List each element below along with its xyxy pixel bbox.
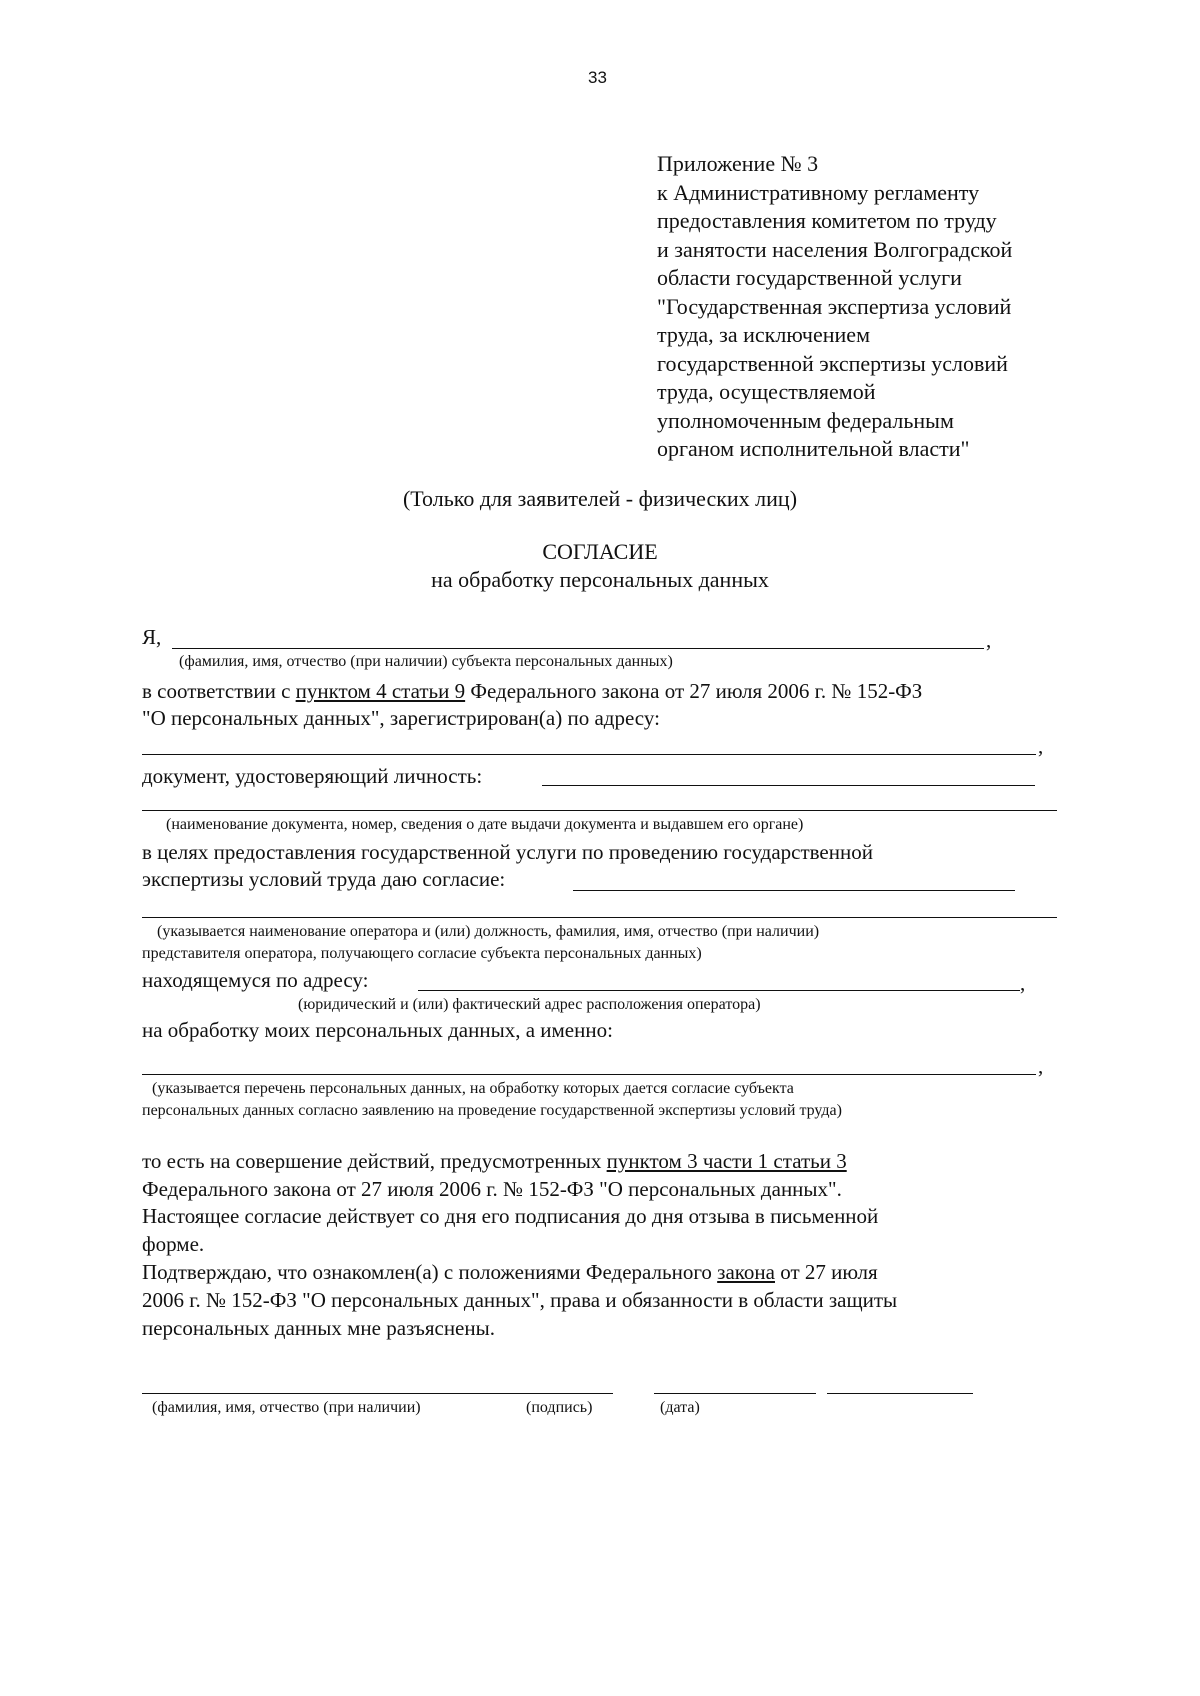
data-list-caption: персональных данных согласно заявлению на проведение государственной экспертизы условий труда) [142,1102,842,1119]
appendix-line: труда, осуществляемой [657,379,876,404]
comma: , [986,628,992,652]
signature-fio-caption: (фамилия, имя, отчество (при наличии) [152,1399,421,1416]
id-document-field-line-2[interactable] [142,810,1057,811]
confirm-line-3: персональных данных мне разъяснены. [142,1316,495,1340]
appendix-line: "Государственная экспертиза условий [657,293,1012,319]
data-list-field-line[interactable] [142,1074,1036,1075]
registered-at: "О персональных данных", зарегистрирован(а) по адресу: [142,706,660,730]
appendix-line: и занятости населения Волгоградской [657,236,1013,262]
confirm-line [142,1259,878,1286]
confirm-link[interactable]: закона [717,1260,775,1284]
signature-caption: (подпись) [526,1399,593,1416]
validity-line: Настоящее согласие действует со дня его подписания до дня отзыва в письменной [142,1204,879,1228]
i-label: Я, [142,625,162,649]
applicants-note: (Только для заявителей - физических лиц) [402,486,798,511]
law-ref-suffix: Федерального закона от 27 июля 2006 г. № 152-ФЗ [465,679,923,703]
fio-caption: (фамилия, имя, отчество (при наличии) субъекта персональных данных) [179,653,673,670]
processing-of: на обработку моих персональных данных, а именно: [142,1018,613,1042]
validity-line-2: форме. [142,1232,205,1256]
actions-prefix: то есть на совершение действий, предусмотренных [142,1149,607,1173]
operator-field-line-2[interactable] [142,917,1057,918]
purpose-line: экспертизы условий труда даю согласие: [142,867,506,891]
confirm-suffix: от 27 июля [774,1260,878,1284]
appendix-line: государственной экспертизы условий [657,350,1008,376]
document-title: СОГЛАСИЕ [542,539,658,564]
operator-field-line[interactable] [573,890,1015,891]
date-caption: (дата) [660,1399,700,1416]
data-list-caption: (указывается перечень персональных данных, на обработку которых дается согласие субъекта [152,1080,794,1097]
located-at: находящемуся по адресу: [142,968,369,992]
appendix-line: к Административному регламенту [657,179,980,205]
law-ref-prefix: в соответствии с [142,679,296,703]
signature-date-line[interactable] [827,1393,973,1394]
confirm-line-2: 2006 г. № 152-ФЗ "О персональных данных", права и обязанности в области защиты [142,1288,898,1312]
operator-caption: представителя оператора, получающего согласие субъекта персональных данных) [142,945,702,962]
signature-line[interactable] [654,1393,816,1394]
fio-field-line[interactable] [172,648,984,649]
appendix-line: органом исполнительной власти" [657,436,970,461]
appendix-line: труда, за исключением [657,322,870,347]
law-ref-link[interactable]: пунктом 4 статьи 9 [295,679,466,703]
purpose-line: в целях предоставления государственной услуги по проведению государственной [142,840,873,864]
actions-link[interactable]: пунктом 3 части 1 статьи 3 [606,1149,847,1173]
page-number: 33 [588,68,607,87]
id-document-field-line[interactable] [542,785,1035,786]
address-caption: (юридический и (или) фактический адрес расположения оператора) [298,996,761,1013]
operator-address-field-line[interactable] [418,990,1020,991]
appendix-line: Приложение № 3 [657,151,819,176]
actions-line-2: Федерального закона от 27 июля 2006 г. № 152-ФЗ "О персональных данных". [142,1177,842,1201]
signature-fio-line[interactable] [142,1393,613,1394]
actions-line [142,1148,847,1175]
comma: , [1038,734,1044,758]
comma: , [1038,1054,1044,1078]
appendix-header [657,150,1012,464]
confirm-prefix: Подтверждаю, что ознакомлен(а) с положениями Федерального [142,1260,718,1284]
address-field-line[interactable] [142,754,1036,755]
document-subtitle: на обработку персональных данных [431,567,769,592]
law-reference [142,678,922,705]
operator-caption: (указывается наименование оператора и (или) должность, фамилия, имя, отчество (при наличии) [157,923,820,940]
appendix-line: предоставления комитетом по труду [657,208,997,233]
id-document-label: документ, удостоверяющий личность: [142,764,483,788]
appendix-line: уполномоченным федеральным [657,407,954,433]
id-document-caption: (наименование документа, номер, сведения о дате выдачи документа и выдавшем его органе) [166,816,804,833]
comma: , [1020,971,1026,995]
appendix-line: области государственной услуги [657,265,962,290]
